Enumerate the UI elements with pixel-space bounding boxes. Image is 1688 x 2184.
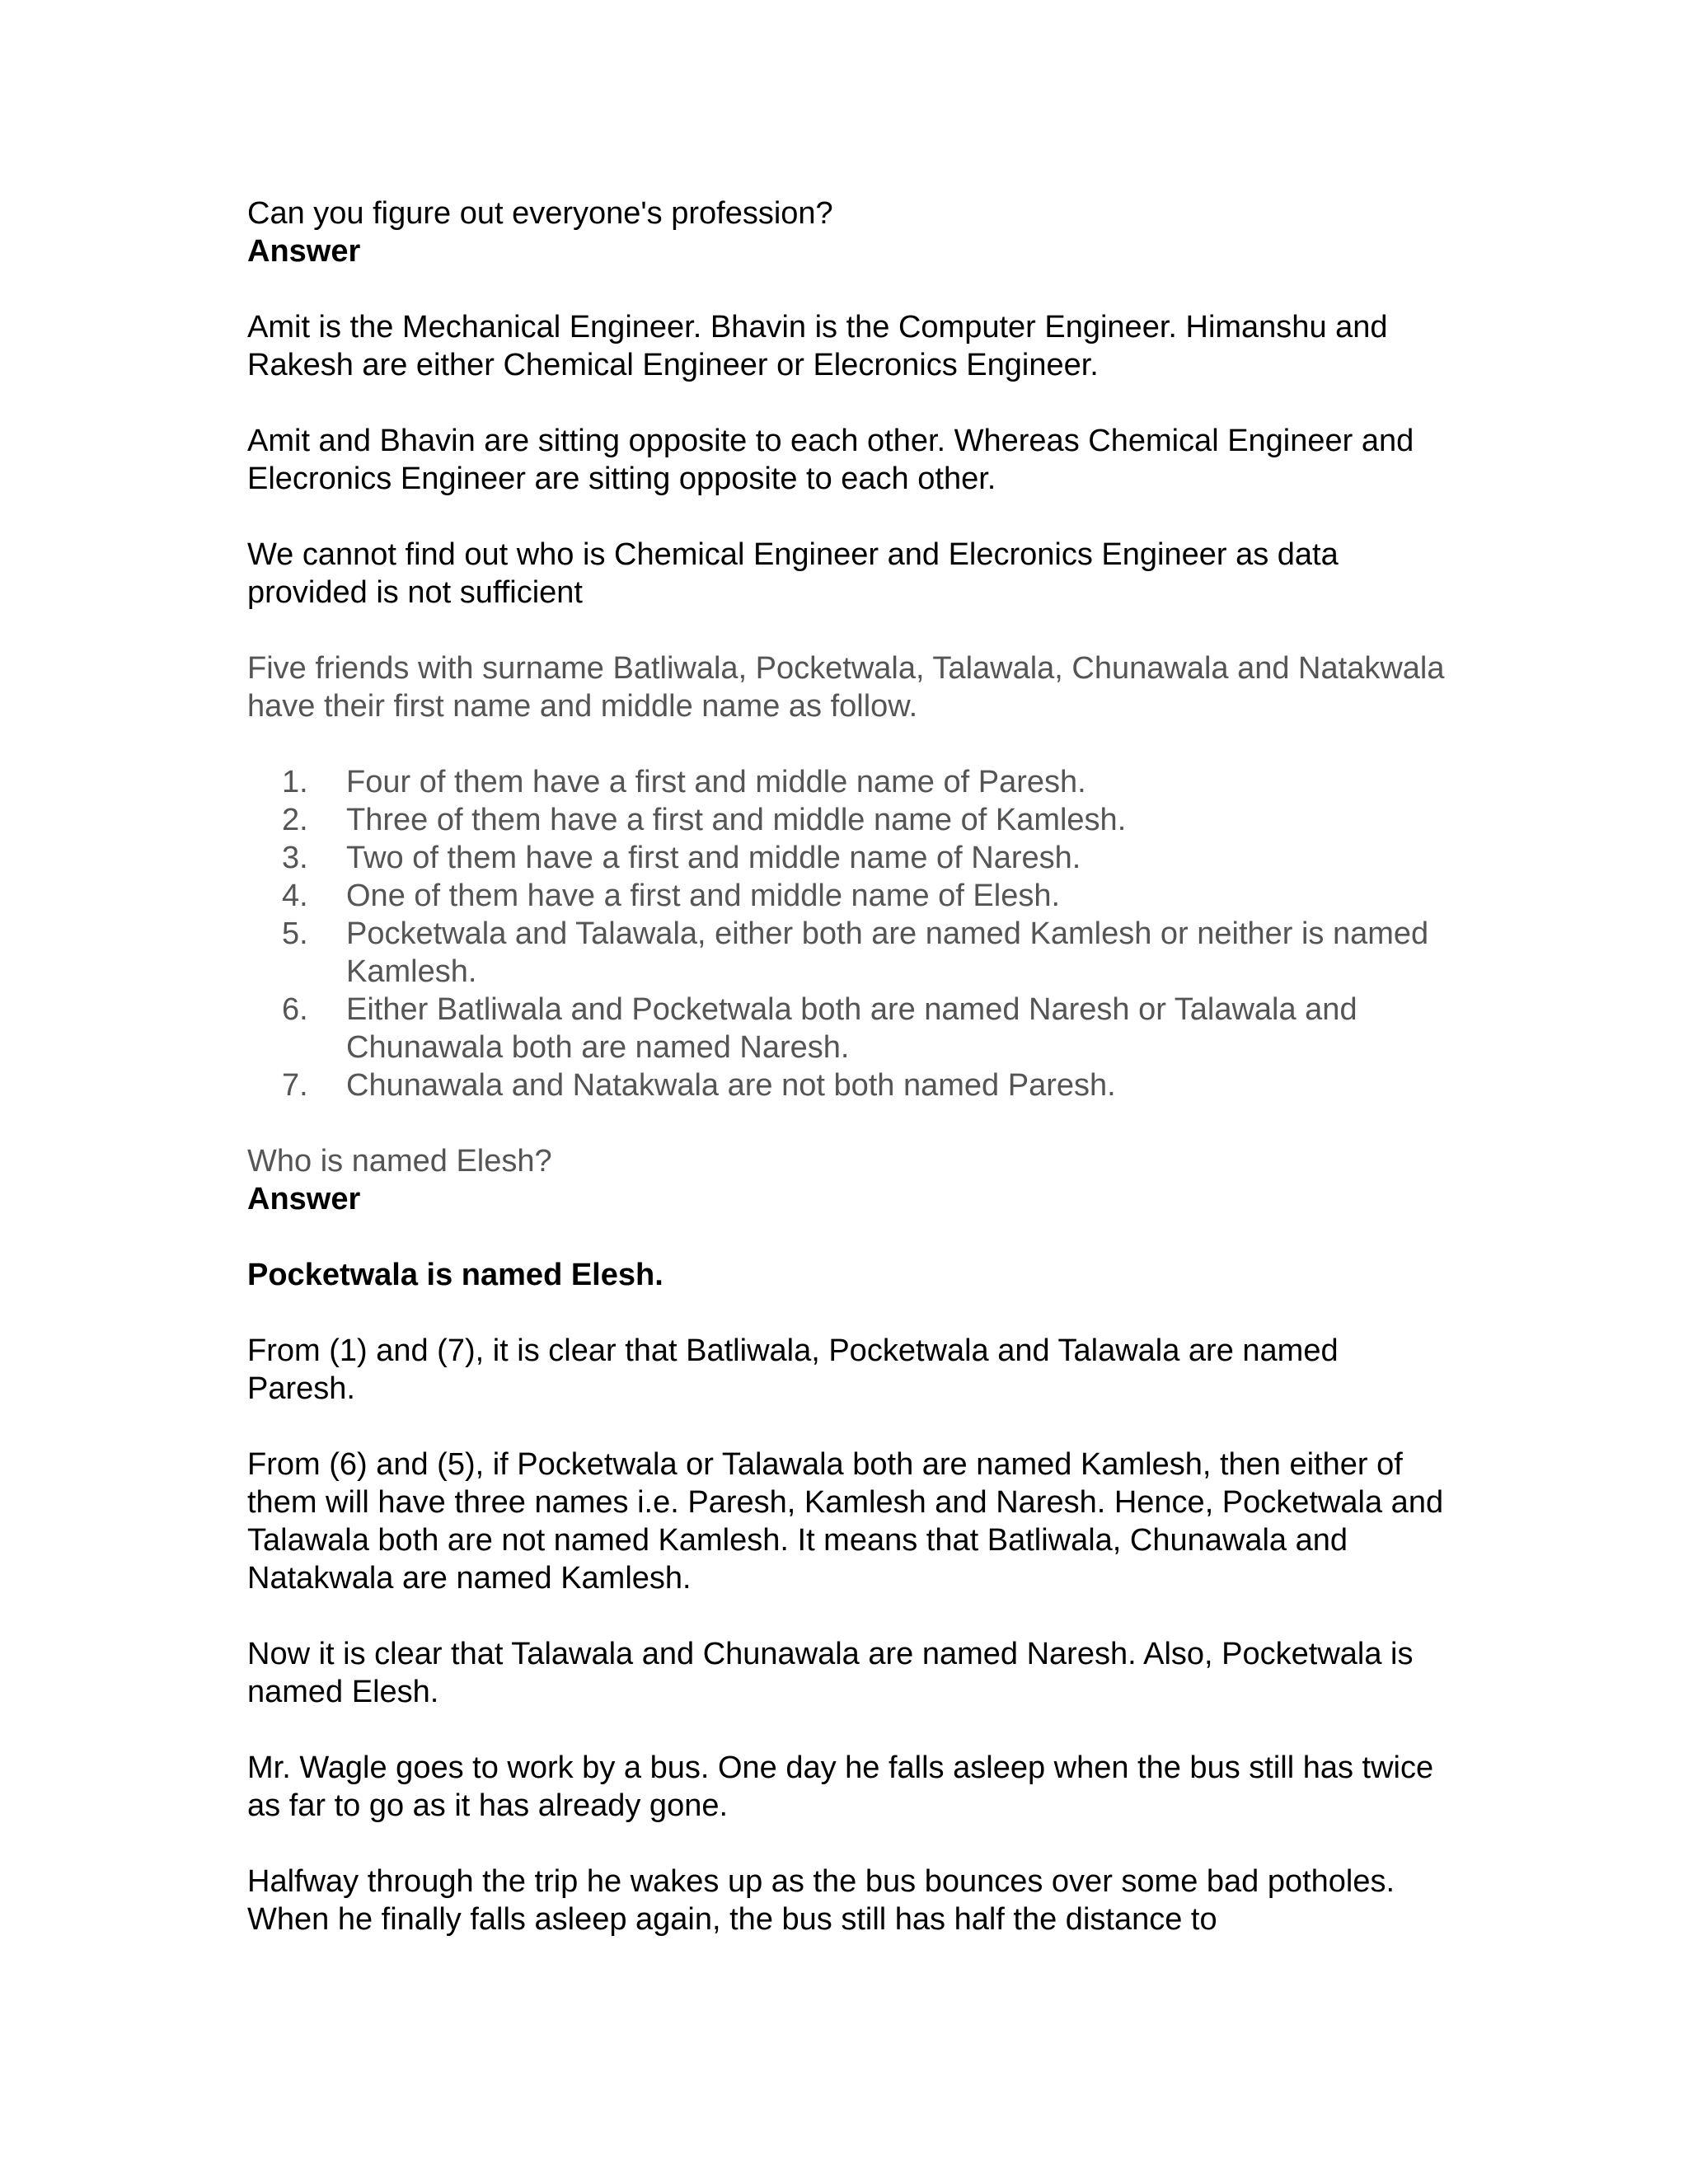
list-item-number: 1.	[282, 765, 308, 799]
answer-label: Answer	[247, 1182, 361, 1216]
profession-question: Can you figure out everyone's profession?	[247, 196, 833, 231]
answer-paragraph: From (1) and (7), it is clear that Batliwala, Pocketwala and Talawala are named Paresh.	[247, 1333, 1339, 1406]
bus-puzzle-paragraph: Halfway through the trip he wakes up as the bus bounces over some bad potholes. When he finally falls asleep again, the bus still has half the distance to	[247, 1864, 1395, 1937]
list-item-text: Pocketwala and Talawala, either both are named Kamlesh or neither is named Kamlesh.	[346, 916, 1429, 989]
list-item-text: Two of them have a first and middle name of Naresh.	[346, 841, 1081, 875]
elesh-question: Who is named Elesh?	[247, 1144, 552, 1179]
list-item-number: 7.	[282, 1068, 308, 1103]
list-item-number: 6.	[282, 992, 308, 1027]
list-item-text: Four of them have a first and middle name of Paresh.	[346, 765, 1086, 799]
list-item	[247, 915, 1451, 991]
list-item-number: 2.	[282, 803, 308, 837]
list-item-text: Either Batliwala and Pocketwala both are named Naresh or Talawala and Chunawala both are named Naresh.	[346, 992, 1357, 1065]
list-item-text: Three of them have a first and middle name of Kamlesh.	[346, 803, 1127, 837]
list-item-text: Chunawala and Natakwala are not both named Paresh.	[346, 1068, 1116, 1103]
list-item	[247, 877, 1451, 915]
answer-paragraph: From (6) and (5), if Pocketwala or Talawala both are named Kamlesh, then either of them will have three names i.e. Paresh, Kamlesh and Naresh. Hence, Pocketwala and Talawala both are not named Kamlesh. It means that Batliwala, Chunawala and Natakwala are named Kamlesh.	[247, 1447, 1444, 1596]
bus-puzzle-paragraph: Mr. Wagle goes to work by a bus. One day he falls asleep when the bus still has twice as far to go as it has already gone.	[247, 1750, 1434, 1823]
answer-headline: Pocketwala is named Elesh.	[247, 1258, 663, 1292]
list-item-number: 4.	[282, 879, 308, 913]
list-item	[247, 1066, 1451, 1104]
list-item	[247, 991, 1451, 1066]
document-body	[247, 194, 1451, 1938]
answer-paragraph: Now it is clear that Talawala and Chunawala are named Naresh. Also, Pocketwala is named Elesh.	[247, 1637, 1414, 1709]
answer-paragraph: Amit is the Mechanical Engineer. Bhavin is the Computer Engineer. Himanshu and Rakesh are either Chemical Engineer or Elecronics Engineer.	[247, 310, 1388, 382]
answer-paragraph: Amit and Bhavin are sitting opposite to each other. Whereas Chemical Engineer and Elecronics Engineer are sitting opposite to each other.	[247, 424, 1414, 496]
rules-list	[247, 763, 1451, 1104]
list-item	[247, 801, 1451, 839]
list-item-text: One of them have a first and middle name of Elesh.	[346, 879, 1061, 913]
puzzle-intro: Five friends with surname Batliwala, Pocketwala, Talawala, Chunawala and Natakwala have their first name and middle name as follow.	[247, 651, 1445, 724]
list-item	[247, 763, 1451, 801]
answer-paragraph: We cannot find out who is Chemical Engineer and Elecronics Engineer as data provided is not sufficient	[247, 537, 1339, 610]
list-item-number: 5.	[282, 916, 308, 951]
list-item	[247, 839, 1451, 877]
answer-label: Answer	[247, 234, 361, 269]
list-item-number: 3.	[282, 841, 308, 875]
